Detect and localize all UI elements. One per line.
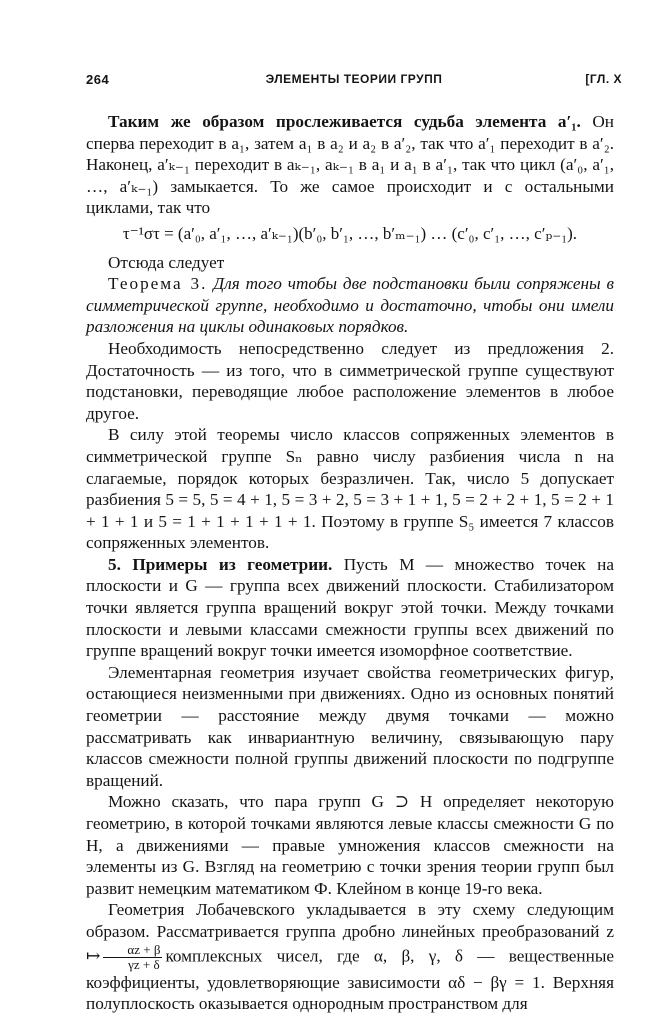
paragraph-4: В силу этой теоремы число классов сопряженных элементов в симметрической группе Sₙ равно числу разбиения числа n на слагаемые, порядок которых безразличен. Так, число 5 допускает разбиения 5 = 5, 5 = 4 + 1, 5 = 3 + 2, 5 = 3 + 1 + 1, 5 = 2 + 2 + 1, 5 = 2 + 1 + 1 + 1 и 5 = 1 + 1 + 1 + 1 + 1. Поэтому в группе S₅ имеется 7 классов сопряженных элементов.	[86, 425, 614, 553]
paragraph-1-text: Он сперва переходит в a₁, затем a₁ в a₂ и a₂ в a′₂, так что a′₁ переходит в a′₂. Наконец, a′ₖ₋₁ переходит в aₖ₋₁, aₖ₋₁ в a₁ и a₁ в a′₁, так что цикл (a′₀, a′₁, …, a′ₖ₋₁) замыкается. То же самое происходит и с остальными циклами, так что	[86, 112, 614, 218]
fraction	[103, 943, 162, 972]
paragraph-8	[86, 899, 614, 1014]
display-formula: τ⁻¹στ = (a′₀, a′₁, …, a′ₖ₋₁)(b′₀, b′₁, …, b′ₘ₋₁) … (c′₀, c′₁, …, c′ₚ₋₁).	[122, 223, 578, 243]
paragraph-8-text-a: Геометрия Лобачевского укладывается в эту схему следующим образом. Рассматривается группа дробно линейных преобразований z ↦	[86, 900, 614, 966]
fraction-denominator: γz + δ	[128, 956, 160, 972]
theorem-3	[86, 273, 614, 338]
paragraph-2: Отсюда следует	[108, 252, 225, 272]
chapter-label: [ГЛ. X	[585, 72, 622, 86]
running-header	[86, 72, 622, 92]
paragraph-1-lead: Таким же образом прослеживается судьба элемента a′₁.	[108, 112, 581, 131]
paragraph-6: Элементарная геометрия изучает свойства геометрических фигур, остающиеся неизменными при движениях. Одно из основных понятий геометрии — расстояние между двумя точками — можно рассматривать как инвариантную величину, связывающую пару классов смежности полной группы движений плоскости по подгруппе вращений.	[86, 662, 614, 790]
fraction-numerator: αz + β	[103, 943, 162, 958]
running-title: ЭЛЕМЕНТЫ ТЕОРИИ ГРУПП	[265, 72, 443, 86]
theorem-text: Для того чтобы две подстановки были сопряжены в симметрической группе, необходимо и достаточно, чтобы они имели разложения на циклы одинаковых порядков.	[86, 274, 614, 337]
page-body	[86, 111, 614, 1015]
section-heading: 5. Примеры из геометрии.	[108, 554, 333, 574]
section-5	[86, 554, 614, 662]
theorem-label: Теорема 3.	[108, 274, 208, 294]
paragraph-1	[86, 111, 614, 219]
paragraph-3: Необходимость непосредственно следует из предложения 2. Достаточность — из того, что в симметрической группе существуют подстановки, переводящие любое расположение элементов в любое другое.	[86, 338, 614, 423]
page-number: 264	[86, 72, 110, 87]
paragraph-7: Можно сказать, что пара групп G ⊃ H определяет некоторую геометрию, в которой точками являются левые классы смежности G по H, а движениями — правые умножения классов смежности на элементы из G. Взгляд на геометрию с точки зрения теории групп был развит немецким математиком Ф. Клейном в конце 19-го века.	[86, 792, 614, 898]
section-5-text: Пусть M — множество точек на плоскости и G — группа всех движений плоскости. Стабилизатором точки является группа вращений вокруг этой точки. Между точками плоскости и левыми классами смежности группы всех движений по группе вращений вокруг точки имеется изоморфное соответствие.	[86, 554, 615, 661]
paragraph-8-text-b: комплексных чисел, где α, β, γ, δ — вещественные коэффициенты, удовлетворяющие зависимости αδ − βγ = 1. Верхняя полуплоскость оказывается однородным пространством для	[86, 946, 614, 1014]
